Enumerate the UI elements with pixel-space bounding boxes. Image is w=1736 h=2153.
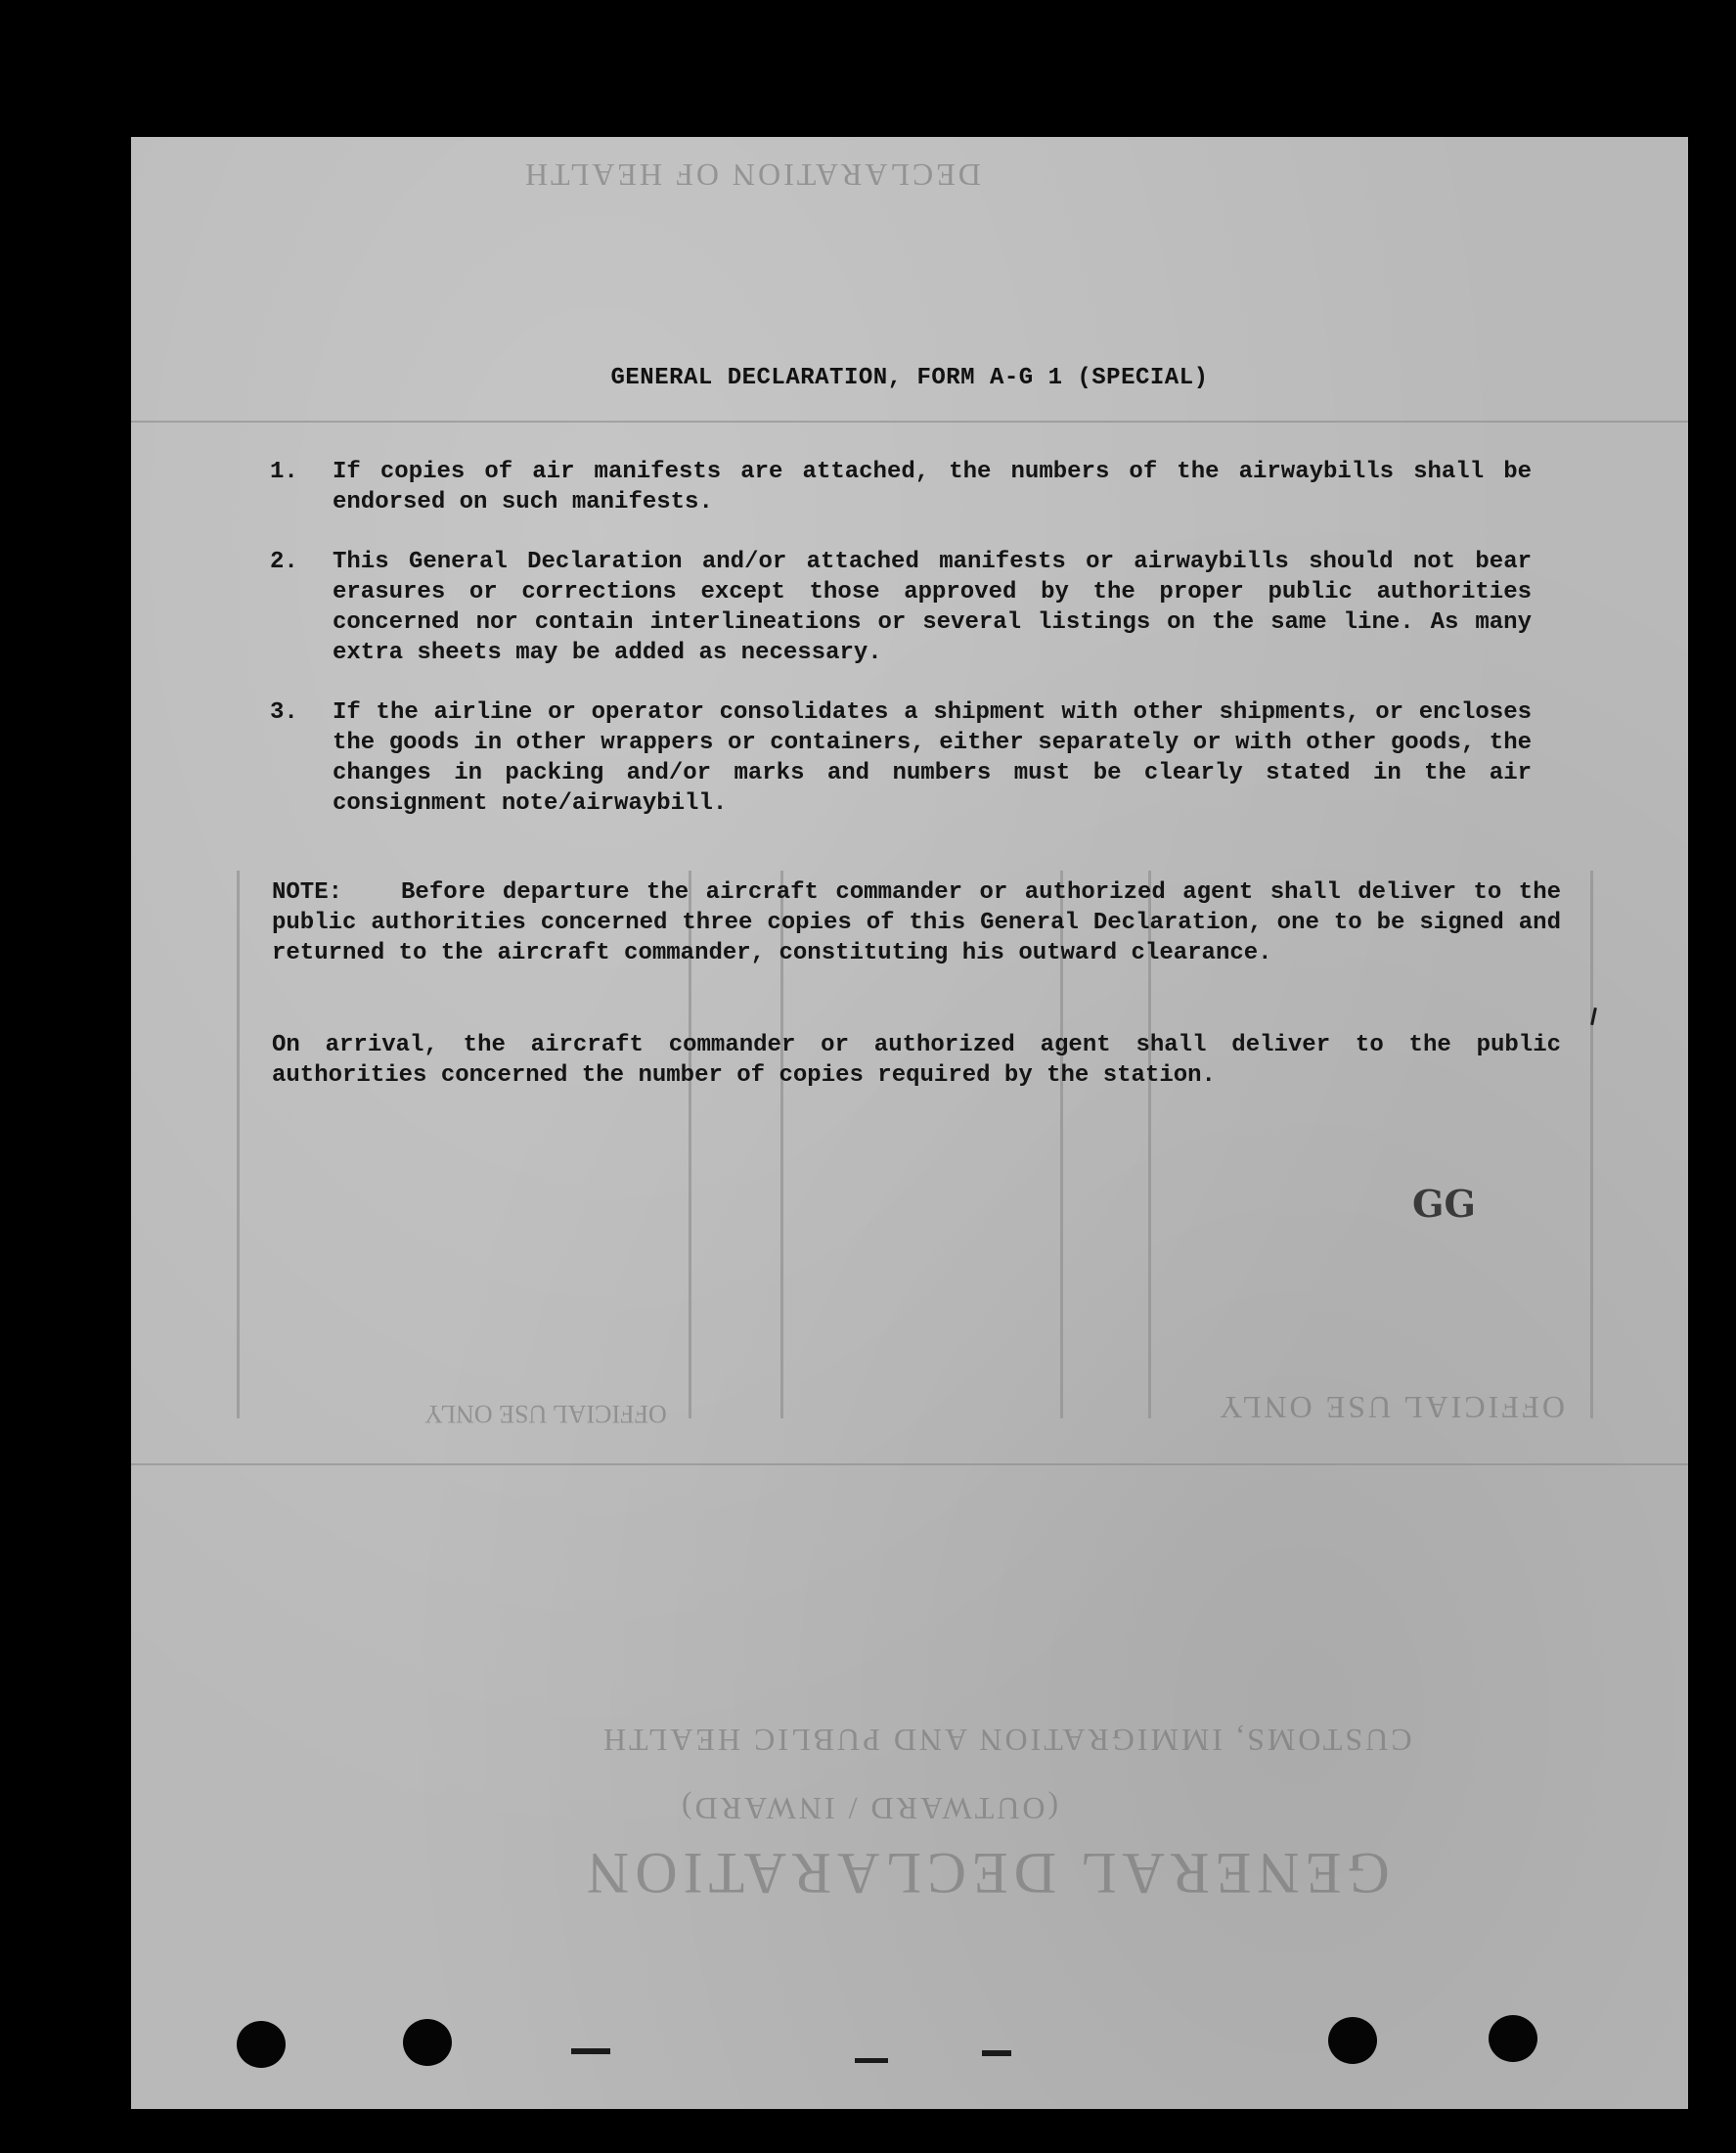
scan-speck (571, 2048, 610, 2054)
bleed-through-text: DECLARATION OF HEALTH (522, 157, 981, 193)
bleed-through-text: OFFICIAL USE ONLY (424, 1400, 667, 1428)
scan-speck (855, 2058, 888, 2063)
bleed-through-line (237, 871, 240, 1418)
bleed-through-text: GENERAL DECLARATION (581, 1841, 1390, 1906)
punch-hole (237, 2021, 286, 2068)
punch-hole (403, 2019, 452, 2066)
scan-speck (982, 2050, 1011, 2056)
item-number: 1. (270, 459, 298, 485)
note-label: NOTE: (272, 879, 343, 906)
bleed-through-text: OFFICIAL USE ONLY (1217, 1390, 1565, 1425)
bleed-through-line (131, 421, 1688, 423)
note-paragraph (272, 877, 1561, 968)
document-title: GENERAL DECLARATION, FORM A-G 1 (SPECIAL) (610, 365, 1209, 391)
bleed-through-line (1590, 871, 1593, 1418)
item-text: If the airline or operator consolidates a shipment with other shipments, or encloses the goods in other wrappers or containers, either separately or with other goods, the changes in packing and/or marks and numbers must be clearly stated in the air consignment note/airwaybill. (333, 699, 1532, 817)
item-text: This General Declaration and/or attached manifests or airwaybills should not bear erasures or corrections except those approved by the proper public authorities concerned nor contain interlineations or several listings on the same line. As many extra sheets may be added as necessary. (333, 549, 1532, 666)
item-number: 3. (270, 699, 298, 726)
instruction-item (270, 457, 1532, 517)
item-number: 2. (270, 549, 298, 575)
instruction-item (270, 697, 1532, 819)
arrival-paragraph: On arrival, the aircraft commander or authorized agent shall deliver to the public authorities concerned the number of copies required by the station. (272, 1032, 1561, 1089)
bleed-through-text: (OUTWARD / INWARD) (679, 1791, 1059, 1826)
stamp-mark: GG (1412, 1182, 1476, 1226)
document-sheet (131, 137, 1688, 2109)
punch-hole (1489, 2015, 1537, 2062)
bleed-through-text: CUSTOMS, IMMIGRATION AND PUBLIC HEALTH (601, 1723, 1412, 1758)
bleed-through-line (131, 1463, 1688, 1465)
item-text: If copies of air manifests are attached, the numbers of the airwaybills shall be endorsed on such manifests. (333, 459, 1532, 516)
instruction-item (270, 547, 1532, 668)
punch-hole (1328, 2017, 1377, 2064)
note-text: Before departure the aircraft commander or authorized agent shall deliver to the public authorities concerned three copies of this General Declaration, one to be signed and returned to the aircraft commander, constituting his outward clearance. (272, 879, 1561, 966)
